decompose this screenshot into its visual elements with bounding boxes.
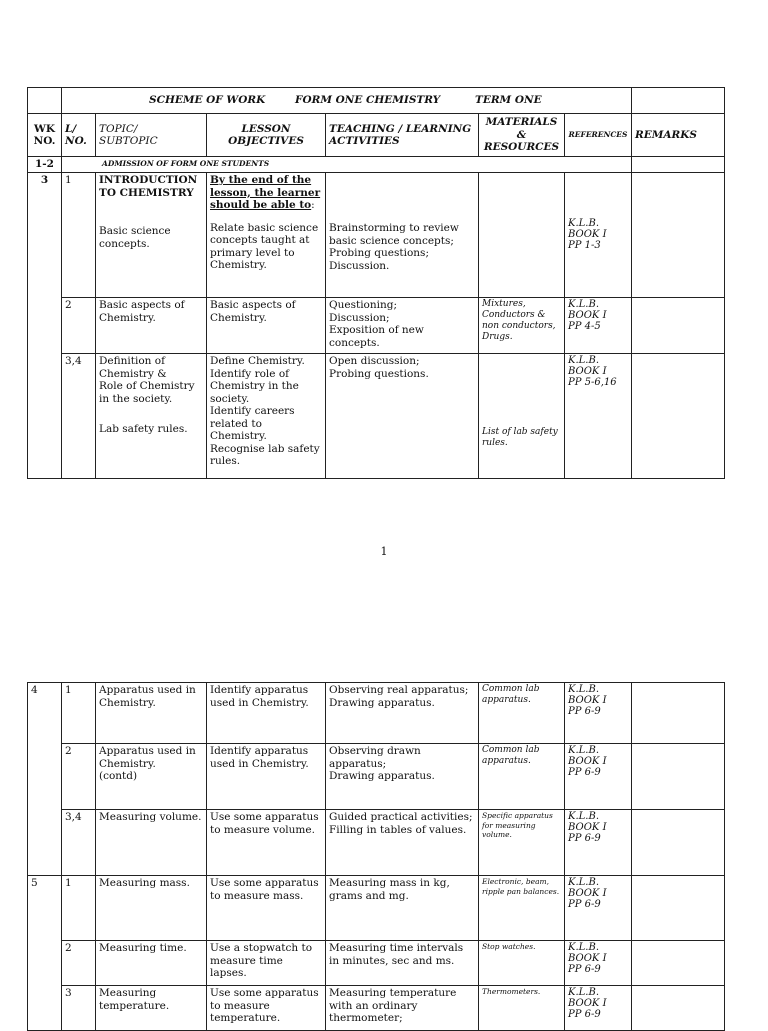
table-row (28, 354, 725, 479)
activities-cell: Observing real apparatus; Drawing apparatus. (326, 683, 479, 744)
admission-text: ADMISSION OF FORM ONE STUDENTS (62, 157, 632, 173)
activities-cell: Guided practical activities; Filling in tables of values. (326, 810, 479, 876)
activities-cell: Measuring time intervals in minutes, sec and ms. (326, 941, 479, 986)
references-text: K.L.B. BOOK I PP 1-3 (568, 218, 607, 251)
lesson-number-cell: 2 (62, 941, 96, 986)
topic-cell: Apparatus used in Chemistry. (96, 683, 207, 744)
remarks-cell (632, 744, 725, 810)
table-row (28, 941, 725, 986)
lesson-number-cell: 1 (62, 876, 96, 941)
objectives-text: Relate basic science concepts taught at primary level to Chemistry. (210, 221, 319, 271)
objectives-cell: Use a stopwatch to measure time lapses. (207, 941, 326, 986)
lesson-number-cell: 3,4 (62, 810, 96, 876)
topic-text: Definition of Chemistry & Role of Chemistry in the society. (99, 355, 195, 405)
scheme-table-page-2 (27, 682, 725, 1031)
references-cell (565, 173, 632, 298)
header-topic: TOPIC/ SUBTOPIC (96, 114, 207, 157)
activities-text: Brainstorming to review basic science concepts; Probing questions; Discussion. (329, 222, 459, 272)
materials-cell (479, 354, 565, 479)
topic-cell: Measuring time. (96, 941, 207, 986)
admission-remarks (632, 157, 725, 173)
lesson-number-cell: 3 (62, 986, 96, 1031)
week-cell (28, 744, 62, 810)
header-remarks: REMARKS (632, 114, 725, 157)
remarks-cell (632, 810, 725, 876)
title-end-cell (632, 88, 725, 114)
topic-text: Basic science concepts. (99, 225, 171, 250)
activities-cell: Measuring mass in kg, grams and mg. (326, 876, 479, 941)
references-cell: K.L.B. BOOK I PP 4-5 (565, 298, 632, 354)
materials-cell: Mixtures, Conductors & non conductors, Drugs. (479, 298, 565, 354)
lesson-number-cell: 1 (62, 683, 96, 744)
references-cell: K.L.B. BOOK I PP 6-9 (565, 986, 632, 1031)
header-activities: TEACHING / LEARNING ACTIVITIES (326, 114, 479, 157)
objectives-cell: Use some apparatus to measure volume. (207, 810, 326, 876)
week-cell: 4 (28, 683, 62, 744)
materials-cell: Common lab apparatus. (479, 744, 565, 810)
remarks-cell (632, 298, 725, 354)
table-row (28, 173, 725, 298)
materials-cell: Common lab apparatus. (479, 683, 565, 744)
lesson-number-cell: 1 (62, 173, 96, 298)
references-cell: K.L.B. BOOK I PP 6-9 (565, 810, 632, 876)
header-objectives: LESSON OBJECTIVES (207, 114, 326, 157)
lesson-number-cell: 3,4 (62, 354, 96, 479)
references-cell: K.L.B. BOOK I PP 5-6,16 (565, 354, 632, 479)
remarks-cell (632, 354, 725, 479)
topic-cell: Measuring mass. (96, 876, 207, 941)
week-cell: 5 (28, 876, 62, 941)
week-cell (28, 298, 62, 354)
topic-cell (96, 173, 207, 298)
objectives-cell: By the end of the lesson, the learner should be able to: Relate basic science concepts taught at primary level to Chemistry. (207, 173, 326, 298)
topic-cell (96, 354, 207, 479)
materials-cell: Stop watches. (479, 941, 565, 986)
page-number: 1 (380, 545, 388, 558)
title-blank-cell (28, 88, 62, 114)
table-row (28, 744, 725, 810)
topic-heading: INTRODUCTION TO CHEMISTRY (99, 174, 198, 199)
activities-cell: Open discussion; Probing questions. (326, 354, 479, 479)
week-cell (28, 941, 62, 986)
table-row (28, 810, 725, 876)
scheme-title: SCHEME OF WORK (149, 94, 266, 107)
scheme-table-page-1 (27, 87, 725, 479)
objectives-cell: Use some apparatus to measure mass. (207, 876, 326, 941)
topic-cell: Basic aspects of Chemistry. (96, 298, 207, 354)
activities-cell: Measuring temperature with an ordinary thermometer; (326, 986, 479, 1031)
objectives-cell: Identify apparatus used in Chemistry. (207, 683, 326, 744)
materials-text: List of lab safety rules. (482, 427, 558, 448)
references-cell: K.L.B. BOOK I PP 6-9 (565, 683, 632, 744)
title-row (28, 88, 725, 114)
header-lno: L/ NO. (62, 114, 96, 157)
objectives-heading: By the end of the lesson, the learner should be able to (210, 174, 321, 211)
topic-cell: Measuring temperature. (96, 986, 207, 1031)
header-materials: MATERIALS & RESOURCES (479, 114, 565, 157)
form-title: FORM ONE CHEMISTRY (295, 94, 441, 107)
materials-cell (479, 173, 565, 298)
header-row (28, 114, 725, 157)
materials-cell: Specific apparatus for measuring volume. (479, 810, 565, 876)
lesson-number-cell: 2 (62, 744, 96, 810)
remarks-cell (632, 173, 725, 298)
objectives-cell: Basic aspects of Chemistry. (207, 298, 326, 354)
week-cell (28, 810, 62, 876)
activities-cell: Observing drawn apparatus; Drawing apparatus. (326, 744, 479, 810)
materials-cell: Thermometers. (479, 986, 565, 1031)
table-row (28, 876, 725, 941)
admission-week: 1-2 (28, 157, 62, 173)
objectives-cell: Define Chemistry. Identify role of Chemistry in the society. Identify careers related to Chemistry. Recognise lab safety rules. (207, 354, 326, 479)
objectives-cell: Identify apparatus used in Chemistry. (207, 744, 326, 810)
materials-cell: Electronic, beam, ripple pan balances. (479, 876, 565, 941)
topic-cell: Apparatus used in Chemistry. (contd) (96, 744, 207, 810)
remarks-cell (632, 683, 725, 744)
objectives-cell: Use some apparatus to measure temperature. (207, 986, 326, 1031)
admission-row (28, 157, 725, 173)
table-row (28, 683, 725, 744)
term-title: TERM ONE (475, 94, 542, 107)
header-references: REFERENCES (565, 114, 632, 157)
remarks-cell (632, 941, 725, 986)
week-cell: 3 (28, 173, 62, 298)
title-cell (62, 88, 632, 114)
references-cell: K.L.B. BOOK I PP 6-9 (565, 744, 632, 810)
remarks-cell (632, 876, 725, 941)
references-cell: K.L.B. BOOK I PP 6-9 (565, 941, 632, 986)
table-row (28, 298, 725, 354)
activities-cell: Questioning; Discussion; Exposition of new concepts. (326, 298, 479, 354)
topic-extra: Lab safety rules. (99, 423, 188, 435)
topic-cell: Measuring volume. (96, 810, 207, 876)
references-cell: K.L.B. BOOK I PP 6-9 (565, 876, 632, 941)
header-wk: WK NO. (28, 114, 62, 157)
lesson-number-cell: 2 (62, 298, 96, 354)
week-cell (28, 354, 62, 479)
activities-cell (326, 173, 479, 298)
